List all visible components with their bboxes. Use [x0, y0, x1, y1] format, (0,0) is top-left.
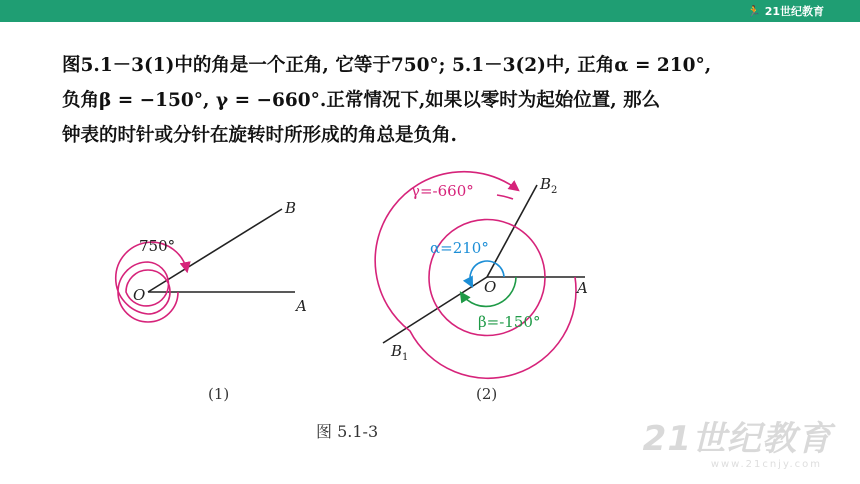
runner-icon: 🏃 — [746, 4, 761, 18]
logo-text: 21世纪教育 — [764, 5, 824, 18]
fig2-b2-label: $B_2$ — [540, 175, 558, 196]
watermark-url: www.21cnjy.com — [710, 459, 822, 470]
fig2-gamma-label: γ=-660° — [411, 182, 474, 200]
paragraph-line-1: 图5.1－3(1)中的角是一个正角, 它等于750°; 5.1－3(2)中, 正角α = 210°, — [62, 55, 712, 76]
figure-caption: 图 5.1-3 — [316, 422, 379, 441]
fig1-initial-label: A — [296, 297, 307, 315]
figure-1 — [116, 199, 307, 403]
paragraph-line-3: 钟表的时针或分针在旋转时所形成的角总是负角. — [62, 125, 457, 146]
watermark-logo: 21世纪教育 — [642, 419, 832, 459]
fig1-vertex-label: O — [133, 286, 146, 304]
fig2-b1-label: $B_1$ — [391, 342, 409, 363]
fig1-terminal-label: B — [285, 199, 297, 217]
fig2-alpha-label: α=210° — [430, 239, 489, 257]
fig2-gamma-outer-arc — [375, 172, 576, 379]
fig2-beta-label: β=-150° — [478, 313, 541, 331]
paragraph-line-2: 负角β = −150°, γ = −660°.正常情况下,如果以零时为起始位置, 那么 — [62, 90, 661, 111]
fig2-initial-label: A — [577, 279, 588, 297]
fig1-sub-caption: (1) — [208, 385, 230, 403]
figure-2 — [375, 172, 588, 403]
fig2-sub-caption: (2) — [476, 385, 498, 403]
fig1-angle-label: 750° — [139, 237, 176, 255]
fig2-vertex-label: O — [484, 278, 497, 296]
